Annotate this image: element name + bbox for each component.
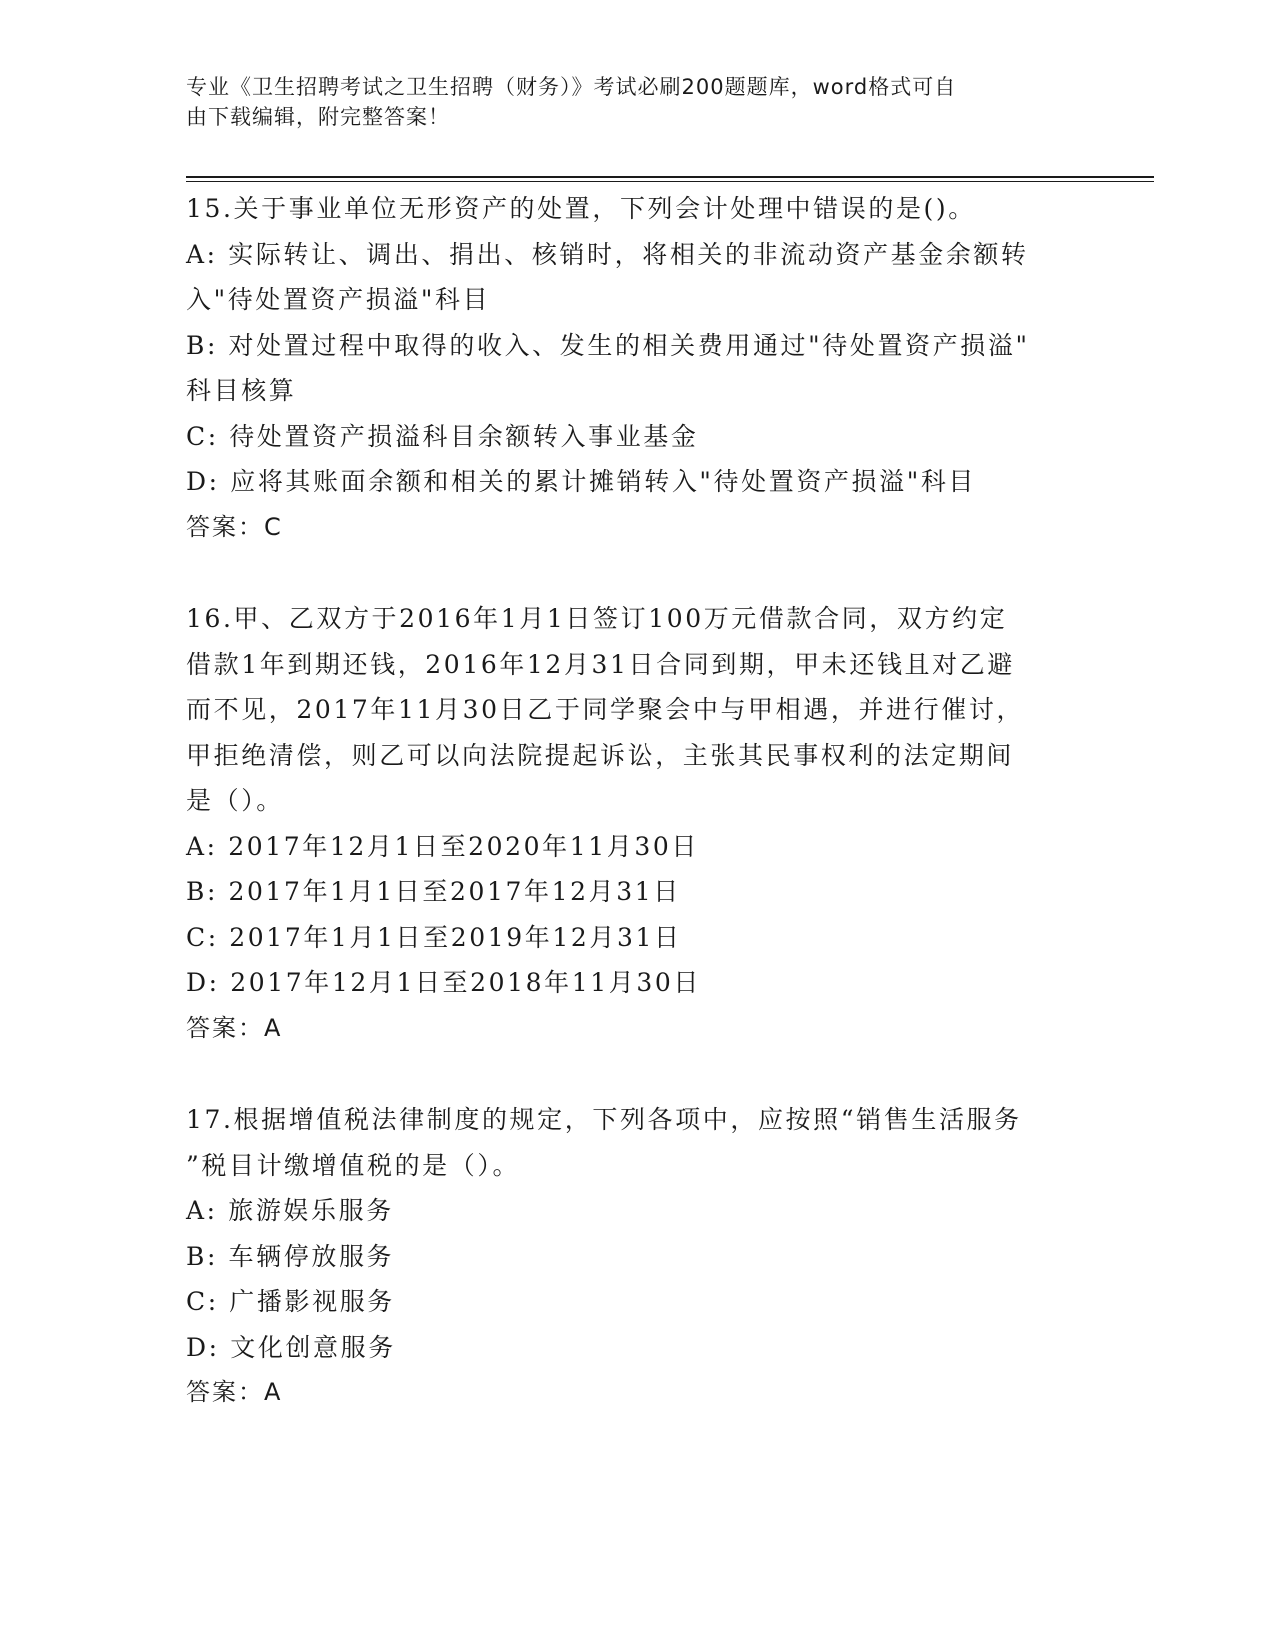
header-rule-thin [186,181,1154,182]
question-17-answer: 答案：A [186,1378,283,1406]
question-15-option-b: B: 对处置过程中取得的收入、发生的相关费用通过"待处置资产损溢" 科目核算 [186,330,1030,405]
question-17-option-a: A: 旅游娱乐服务 [186,1196,394,1225]
question-15-option-d: D: 应将其账面余额和相关的累计摊销转入"待处置资产损溢"科目 [186,467,977,496]
question-16-answer: 答案：A [186,1013,283,1042]
question-16-option-d: D: 2017年12月1日至2018年11月30日 [186,968,702,997]
question-list [186,186,1076,1416]
question-16-stem: 16.甲、乙双方于2016年1月1日签订100万元借款合同，双方约定 借款1年到期还钱，2016年12月31日合同到期，甲未还钱且对乙避 而不见，2017年11月30日乙于同学聚会中与甲相遇，并进行催讨， 甲拒绝清偿，则乙可以向法院提起诉讼，主张其民事权利的法定期间 是（）。 [186,604,1025,815]
question-16-option-b: B: 2017年1月1日至2017年12月31日 [186,877,681,906]
question-15-stem: 15.关于事业单位无形资产的处置，下列会计处理中错误的是()。 [186,194,976,223]
header-line-2: 由下载编辑，附完整答案！ [186,105,450,129]
question-spacer [186,1051,1076,1097]
question-16-option-a: A: 2017年12月1日至2020年11月30日 [186,831,700,861]
question-17-stem: 17.根据增值税法律制度的规定，下列各项中，应按照“销售生活服务 ”税目计缴增值税的是（）。 [186,1105,1022,1180]
question-spacer [186,550,1076,596]
question-16 [186,596,1076,1051]
question-15 [186,186,1076,550]
question-15-option-a: A: 实际转让、调出、捐出、核销时，将相关的非流动资产基金余额转 入"待处置资产损溢"科目 [186,239,1029,314]
question-17 [186,1097,1076,1416]
header-rule-thick [186,176,1154,178]
question-17-option-d: D: 文化创意服务 [186,1332,396,1362]
question-15-option-c: C: 待处置资产损溢科目余额转入事业基金 [186,421,699,451]
document-header [186,72,1066,132]
question-15-answer: 答案：C [186,512,283,541]
question-16-option-c: C: 2017年1月1日至2019年12月31日 [186,922,682,952]
header-line-1: 专业《卫生招聘考试之卫生招聘（财务）》考试必刷200题题库，word格式可自 [186,75,957,99]
question-17-option-b: B: 车辆停放服务 [186,1241,395,1271]
question-17-option-c: C: 广播影视服务 [186,1287,395,1316]
